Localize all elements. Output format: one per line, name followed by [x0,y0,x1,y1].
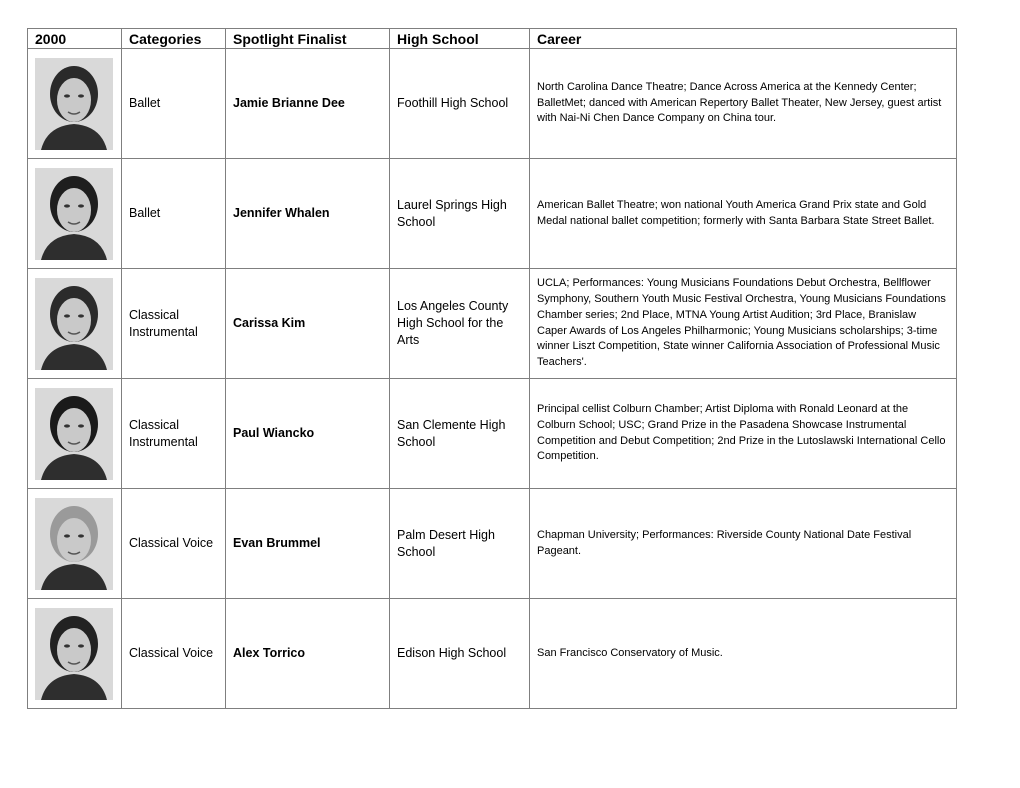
career-cell: San Francisco Conservatory of Music. [530,599,957,709]
photo-cell [28,379,122,489]
portrait-icon [35,608,113,700]
portrait-photo [35,388,113,480]
table-row [28,599,957,709]
header-categories: Categories [122,29,226,49]
header-finalist: Spotlight Finalist [226,29,390,49]
finalist-name-cell: Evan Brummel [226,489,390,599]
portrait-photo [35,498,113,590]
table-row [28,49,957,159]
finalist-name-cell: Carissa Kim [226,269,390,379]
table-row [28,269,957,379]
career-cell: American Ballet Theatre; won national Youth America Grand Prix state and Gold Medal national ballet competition; formerly with Santa Barbara State Street Ballet. [530,159,957,269]
finalist-name-cell: Jennifer Whalen [226,159,390,269]
header-year: 2000 [28,29,122,49]
portrait-icon [35,388,113,480]
header-career: Career [530,29,957,49]
header-school: High School [390,29,530,49]
finalists-table [27,28,957,709]
finalist-name-cell: Jamie Brianne Dee [226,49,390,159]
portrait-icon [35,498,113,590]
category-cell: Classical Voice [122,599,226,709]
portrait-photo [35,168,113,260]
table-row [28,159,957,269]
career-cell: North Carolina Dance Theatre; Dance Across America at the Kennedy Center; BalletMet; danced with American Repertory Ballet Theater, New Jersey, guest artist with Nai-Ni Chen Dance Company on China tour. [530,49,957,159]
portrait-icon [35,278,113,370]
portrait-photo [35,278,113,370]
portrait-photo [35,608,113,700]
portrait-icon [35,168,113,260]
portrait-icon [35,58,113,150]
category-cell: Ballet [122,49,226,159]
photo-cell [28,489,122,599]
portrait-photo [35,58,113,150]
photo-cell [28,159,122,269]
school-cell: Los Angeles County High School for the Arts [390,269,530,379]
category-cell: Classical Instrumental [122,269,226,379]
school-cell: Edison High School [390,599,530,709]
category-cell: Ballet [122,159,226,269]
table-row [28,489,957,599]
photo-cell [28,599,122,709]
finalist-name-cell: Paul Wiancko [226,379,390,489]
photo-cell [28,269,122,379]
career-cell: Principal cellist Colburn Chamber; Artist Diploma with Ronald Leonard at the Colburn School; USC; Grand Prize in the Pasadena Showcase Instrumental Competition and Debut Competition; 2nd Prize in the Lutoslawski International Cello Competition. [530,379,957,489]
finalist-name-cell: Alex Torrico [226,599,390,709]
header-row [28,29,957,49]
table-row [28,379,957,489]
photo-cell [28,49,122,159]
category-cell: Classical Instrumental [122,379,226,489]
school-cell: Foothill High School [390,49,530,159]
category-cell: Classical Voice [122,489,226,599]
school-cell: Laurel Springs High School [390,159,530,269]
career-cell: UCLA; Performances: Young Musicians Foundations Debut Orchestra, Bellflower Symphony, Southern Youth Music Festival Orchestra, Young Musicians Foundations Chamber series; 2nd Place, MTNA Young Artist Audition; 3rd Place, Branislaw Caper Awards of Los Angeles Philharmonic; Young Musicians scholarships; 3-time winner Liszt Competition, State winner California Association of Professional Music Teachers'. [530,269,957,379]
school-cell: San Clemente High School [390,379,530,489]
career-cell: Chapman University; Performances: Riverside County National Date Festival Pageant. [530,489,957,599]
school-cell: Palm Desert High School [390,489,530,599]
